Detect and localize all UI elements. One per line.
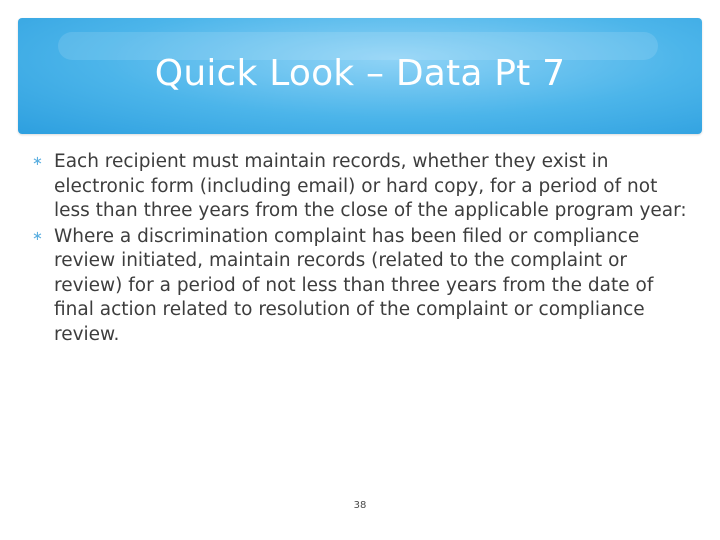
bullet-item — [32, 225, 692, 348]
page-number: 38 — [353, 500, 367, 511]
bullet-text: Each recipient must maintain records, whether they exist in electronic form (including email) or hard copy, for a period of not less than three years from the close of the applicable program year: — [54, 151, 687, 221]
bullet-list — [32, 150, 692, 348]
bullet-asterisk-icon: ∗ — [32, 228, 43, 244]
bullet-item — [32, 150, 692, 224]
bullet-asterisk-icon: ∗ — [32, 154, 43, 169]
bullet-text: Where a discrimination complaint has been filed or compliance review initiated, maintain records (related to the complaint or review) for a period of not less than three years from the date of final action related to resolution of the complaint or compliance review. — [54, 225, 654, 345]
slide-title: Quick Look – Data Pt 7 — [154, 53, 566, 94]
